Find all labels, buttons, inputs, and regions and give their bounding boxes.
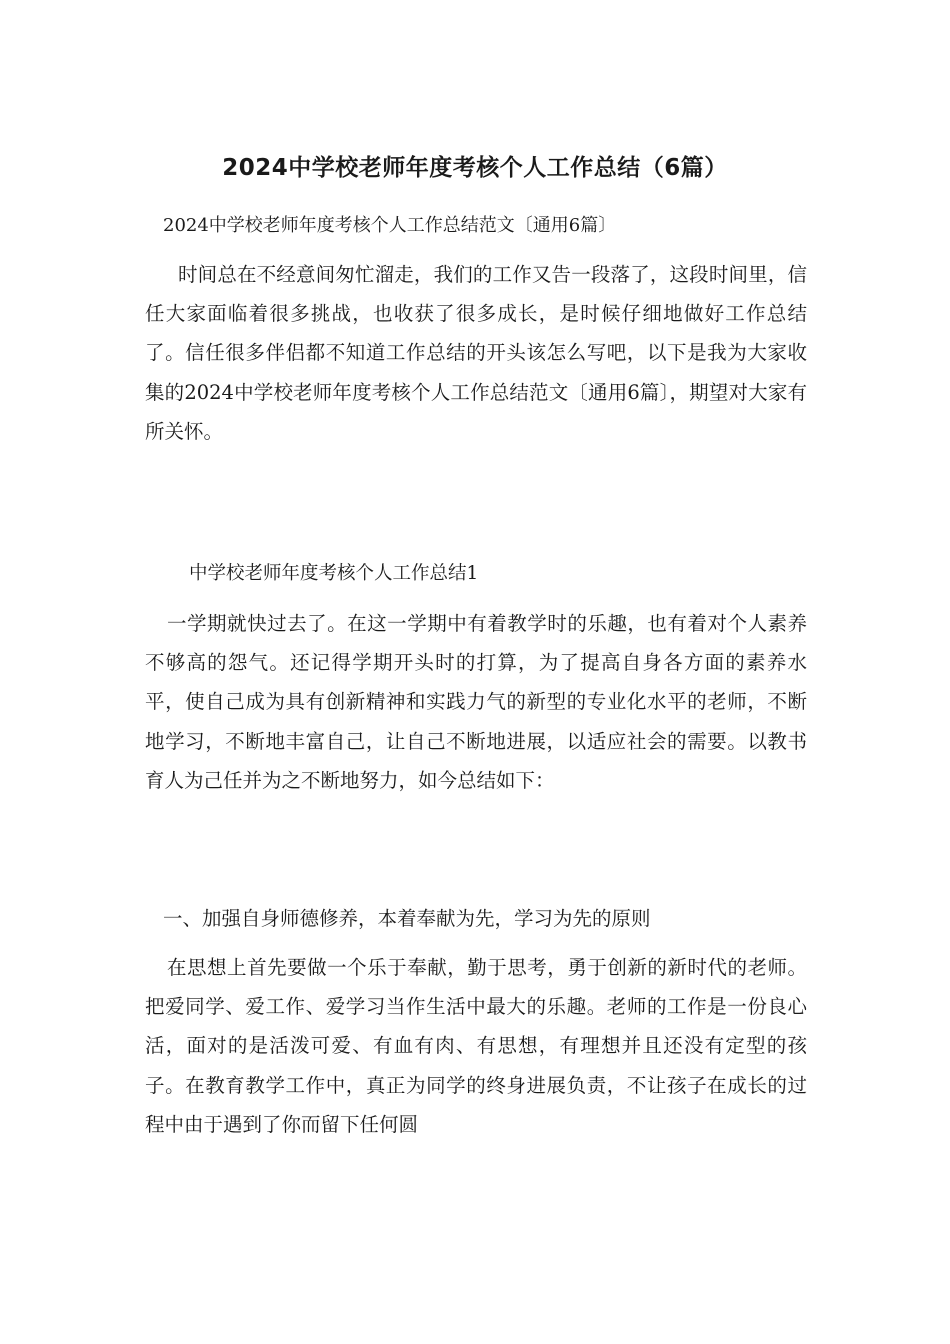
document-subtitle: 2024中学校老师年度考核个人工作总结范文〔通用6篇〕 <box>163 215 617 236</box>
section-heading: 一、加强自身师德修养，本着奉献为先，学习为先的原则 <box>163 907 651 930</box>
section-title: 中学校老师年度考核个人工作总结1 <box>189 563 479 584</box>
heading-paragraph: 在思想上首先要做一个乐于奉献，勤于思考，勇于创新的新时代的老师。把爱同学、爱工作、爱学习当作生活中最大的乐趣。老师的工作是一份良心活，面对的是活泼可爱、有血有肉、有思想，有理想并且还没有定型的孩子。在教育教学工作中，真正为同学的终身进展负责，不让孩子在成长的过程中由于遇到了你而留下任何圆 <box>145 956 807 1136</box>
intro-paragraph: 时间总在不经意间匆忙溜走，我们的工作又告一段落了，这段时间里，信任大家面临着很多挑战，也收获了很多成长，是时候仔细地做好工作总结了。信任很多伴侣都不知道工作总结的开头该怎么写吧，以下是我为大家收集的2024中学校老师年度考核个人工作总结范文〔通用6篇〕，期望对大家有所关怀。 <box>145 263 807 443</box>
document-title: 2024中学校老师年度考核个人工作总结（6篇） <box>222 155 728 181</box>
section-paragraph: 一学期就快过去了。在这一学期中有着教学时的乐趣，也有着对个人素养不够高的怨气。还记得学期开头时的打算，为了提高自身各方面的素养水平，使自己成为具有创新精神和实践力气的新型的专业化水平的老师，不断地学习，不断地丰富自己，让自己不断地进展，以适应社会的需要。以教书育人为己任并为之不断地努力，如今总结如下： <box>145 612 807 792</box>
